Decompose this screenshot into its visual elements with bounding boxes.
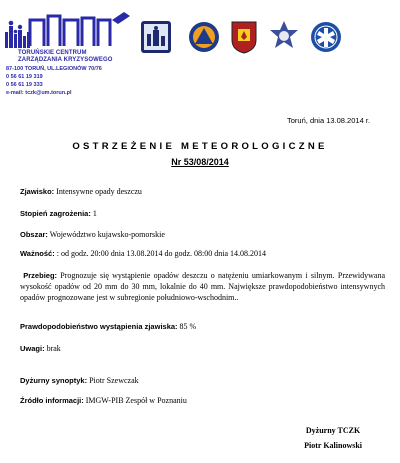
field-probability	[20, 322, 380, 331]
synoptic-value: Piotr Szewczak	[87, 376, 139, 385]
source-value: IMGW-PIB Zespół w Poznaniu	[83, 396, 187, 405]
source-label: Źródło informacji:	[20, 396, 84, 405]
field-synoptic	[20, 376, 380, 385]
tczk-emblem-icon	[140, 20, 172, 54]
email: e-mail: tczk@um.torun.pl	[6, 90, 72, 96]
emblems-row	[140, 20, 390, 56]
area-label: Obszar:	[20, 230, 48, 239]
tczk-logo-block	[2, 6, 140, 96]
field-phenomenon	[20, 187, 380, 196]
org-name-line2: ZARZĄDZANIA KRYZYSOWEGO	[18, 57, 113, 63]
field-area	[20, 230, 380, 239]
probability-label: Prawdopodobieństwo wystąpienia zjawiska:	[20, 322, 178, 331]
date-line: Toruń, dnia 13.08.2014 r.	[287, 116, 370, 125]
address: 87-100 TORUŃ, UL.LEGIONÓW 70/76	[6, 66, 102, 72]
remarks-value: brak	[44, 344, 61, 353]
signature-role: Dyżurny TCZK	[305, 426, 361, 435]
course-value: Prognozuje się wystąpienie opadów deszczu o natężeniu umiarkowanym i silnym. Przewidywana wysokość opadów od 20 mm do 30 mm, lokalnie do 40 mm. Największe prawdopodobieństwo intensywnych opadów prognozowane jest w subregionie południowo-wschodnim..	[20, 271, 386, 302]
field-validity	[20, 249, 380, 258]
contact-block	[6, 65, 102, 97]
field-course	[20, 270, 385, 303]
signature-name: Piotr Kalinowski	[304, 441, 362, 450]
ambulance-emblem-icon	[310, 20, 342, 54]
threat-level-value: 1	[90, 209, 97, 218]
org-name-line1: TORUŃSKIE CENTRUM	[18, 50, 87, 56]
validity-label: Ważność:	[20, 249, 55, 258]
remarks-label: Uwagi:	[20, 344, 45, 353]
police-emblem-icon	[268, 20, 300, 54]
field-remarks	[20, 344, 380, 353]
document-title: OSTRZEŻENIE METEOROLOGICZNE	[72, 141, 328, 152]
civil-defense-emblem-icon	[188, 20, 220, 54]
field-source	[20, 396, 380, 405]
validity-value: : od godz. 20:00 dnia 13.08.2014 do godz. 08:00 dnia 14.08.2014	[54, 249, 267, 258]
probability-value: 85 %	[177, 322, 197, 331]
signature-block	[304, 423, 362, 453]
phone-1: 0 56 61 19 319	[6, 74, 43, 80]
synoptic-label: Dyżurny synoptyk:	[20, 376, 88, 385]
threat-level-label: Stopień zagrożenia:	[20, 209, 91, 218]
phenomenon-value: Intensywne opady deszczu	[54, 187, 142, 196]
field-threat-level	[20, 209, 380, 218]
area-value: Województwo kujawsko-pomorskie	[47, 230, 165, 239]
course-label: Przebieg:	[23, 271, 58, 280]
fire-brigade-emblem-icon	[228, 20, 260, 54]
phone-2: 0 56 61 19 333	[6, 82, 43, 88]
tczk-logo-icon	[2, 6, 132, 50]
document-number	[0, 157, 400, 167]
document-number-text: Nr 53/08/2014	[171, 157, 229, 167]
phenomenon-label: Zjawisko:	[20, 187, 55, 196]
